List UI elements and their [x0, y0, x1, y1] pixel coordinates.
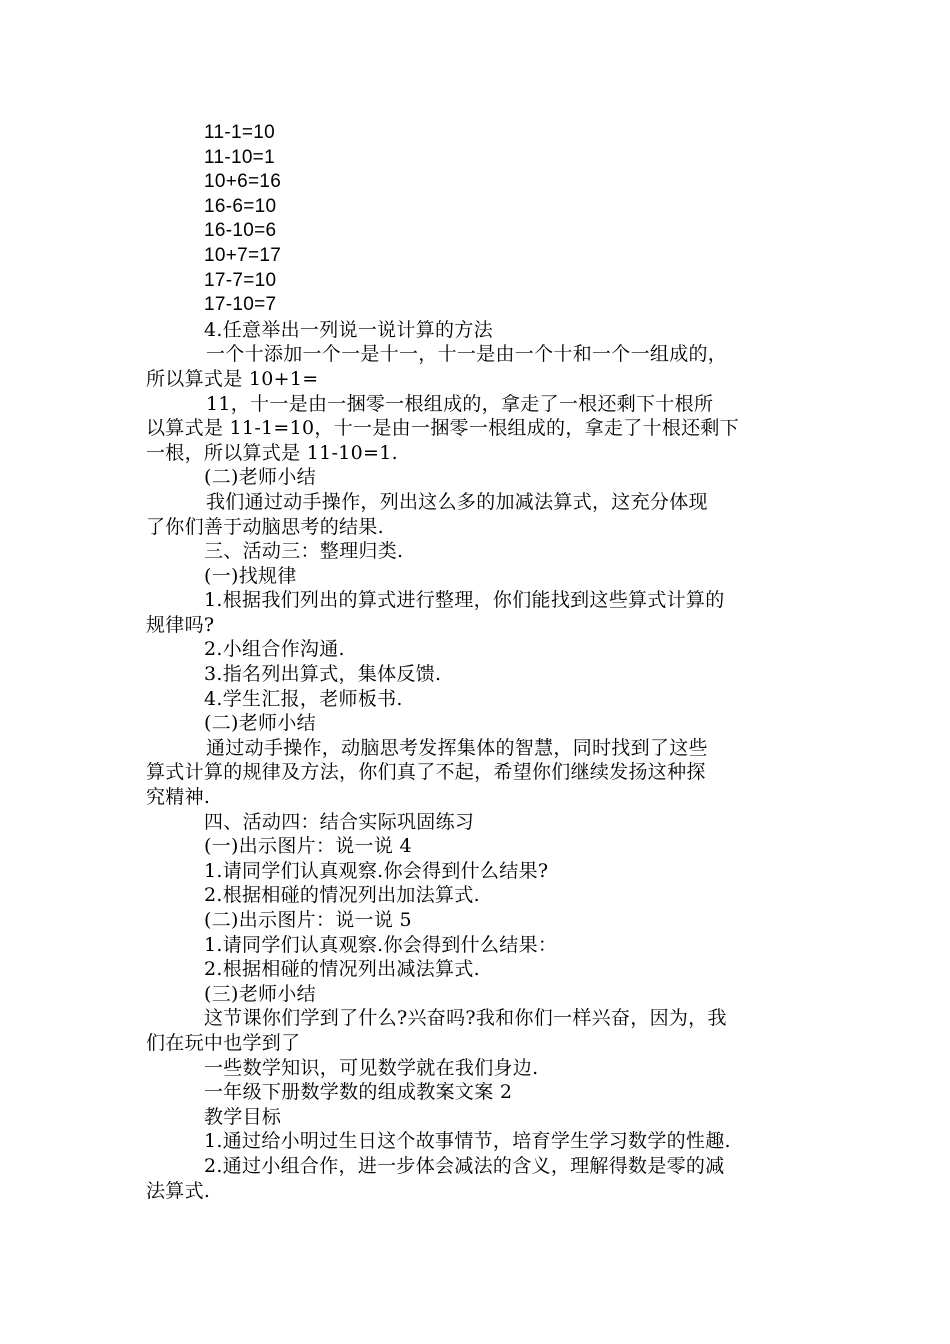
- equation-line: 16-6=10: [204, 195, 277, 217]
- section-heading: (二)出示图片：说一说 5: [204, 909, 412, 931]
- section-heading: (二)老师小结: [204, 466, 316, 489]
- paragraph-line: 一些数学知识，可见数学就在我们身边.: [204, 1056, 539, 1079]
- equation-line: 10+6=16: [204, 171, 282, 193]
- list-item: 2.小组合作沟通.: [204, 638, 345, 661]
- paragraph-line: 法算式.: [146, 1179, 211, 1202]
- paragraph-line: 以算式是 11-1=10，十一是由一捆零一根组成的，拿走了十根还剩下: [146, 417, 740, 440]
- paragraph-line: 所以算式是 10+1=: [146, 367, 319, 390]
- equation-line: 11-10=1: [204, 146, 275, 168]
- paragraph-line: 了你们善于动脑思考的结果.: [146, 515, 384, 538]
- list-item: 1.通过给小明过生日这个故事情节，培育学生学习数学的性趣.: [204, 1130, 731, 1153]
- section-heading: (二)老师小结: [204, 712, 316, 735]
- list-item: 4.学生汇报，老师板书.: [204, 687, 403, 710]
- section-heading: 教学目标: [204, 1105, 282, 1128]
- document-body: [146, 121, 810, 1203]
- list-item: 1.根据我们列出的算式进行整理，你们能找到这些算式计算的: [204, 589, 725, 612]
- paragraph-line: 算式计算的规律及方法，你们真了不起，希望你们继续发扬这种探: [146, 761, 706, 784]
- paragraph-line: 一根，所以算式是 11-10=1.: [146, 441, 398, 464]
- paragraph-line: 这节课你们学到了什么?兴奋吗?我和你们一样兴奋，因为，我: [204, 1007, 727, 1030]
- paragraph-line: 通过动手操作，动脑思考发挥集体的智慧，同时找到了这些: [206, 736, 708, 759]
- section-heading: (一)出示图片：说一说 4: [204, 835, 412, 858]
- section-heading: (三)老师小结: [204, 982, 316, 1005]
- list-item: 2.通过小组合作，进一步体会减法的含义，理解得数是零的减: [204, 1154, 725, 1177]
- document-title: 一年级下册数学数的组成教案文案 2: [204, 1081, 513, 1104]
- paragraph-line: 究精神.: [146, 786, 211, 809]
- paragraph-line: 11，十一是由一捆零一根组成的，拿走了一根还剩下十根所: [206, 392, 714, 415]
- list-item: 4.任意举出一列说一说计算的方法: [204, 318, 493, 341]
- list-item: 3.指名列出算式，集体反馈.: [204, 663, 442, 686]
- section-heading: 三、活动三：整理归类.: [204, 540, 404, 563]
- list-item: 2.根据相碰的情况列出减法算式.: [204, 958, 480, 981]
- equation-line: 17-10=7: [204, 294, 277, 316]
- equation-line: 11-1=10: [204, 122, 275, 143]
- equation-line: 10+7=17: [204, 244, 282, 266]
- section-heading: (一)找规律: [204, 564, 297, 587]
- list-item: 1.请同学们认真观察.你会得到什么结果?: [204, 859, 549, 882]
- equation-line: 16-10=6: [204, 220, 277, 242]
- paragraph-line: 我们通过动手操作，列出这么多的加减法算式，这充分体现: [206, 490, 708, 513]
- list-item: 2.根据相碰的情况列出加法算式.: [204, 884, 480, 907]
- section-heading: 四、活动四：结合实际巩固练习: [204, 810, 475, 833]
- paragraph-line: 一个十添加一个一是十一，十一是由一个十和一个一组成的，: [206, 343, 728, 366]
- list-item: 1.请同学们认真观察.你会得到什么结果：: [204, 933, 558, 956]
- paragraph-line: 们在玩中也学到了: [146, 1031, 301, 1054]
- equation-line: 17-7=10: [204, 269, 277, 291]
- paragraph-line: 规律吗?: [146, 613, 215, 636]
